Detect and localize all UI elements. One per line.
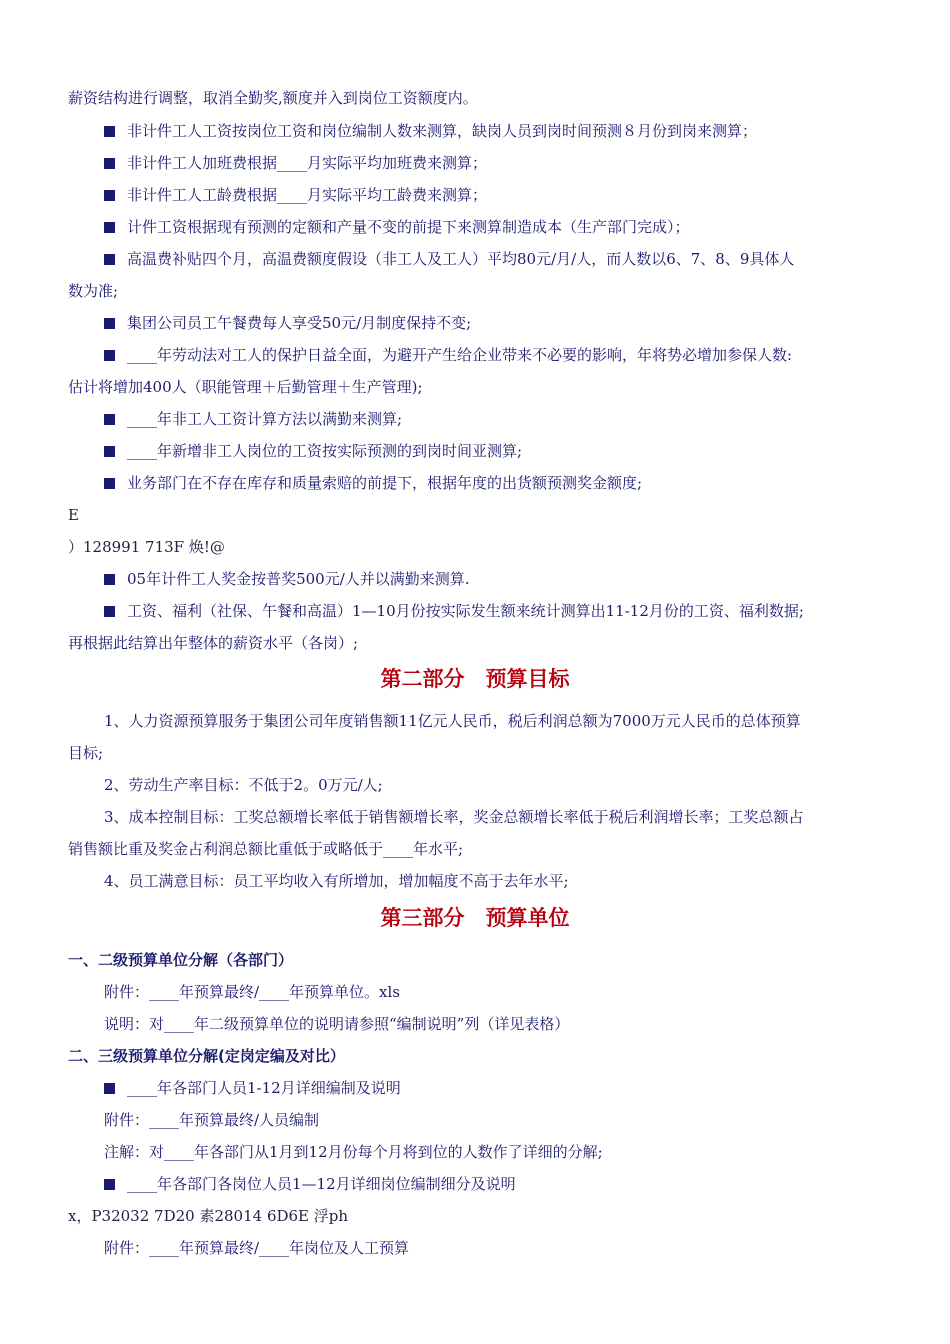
bullet-item: ____年各部门人员1-12月详细编制及说明: [104, 1072, 894, 1104]
bullet-item: ____年劳动法对工人的保护日益全面，为避开产生给企业带来不必要的影响，年将势必增加参保人数:: [104, 339, 894, 371]
attachment-line: 附件：____年预算最终/____年岗位及人工预算: [104, 1239, 410, 1257]
bullet-item: 高温费补贴四个月，高温费额度假设（非工人及工人）平均80元/月/人，而人数以6、7、8、9具体人: [104, 243, 894, 275]
garbled-text: x，P32032 7D20 素28014 6D6E 浮ph: [68, 1207, 349, 1225]
square-bullet-icon: [104, 350, 115, 361]
subsection-heading: 二、三级预算单位分解(定岗定编及对比）: [68, 1047, 345, 1065]
paragraph-line: 1、人力资源预算服务于集团公司年度销售额11亿元人民币，税后利润总额为7000万元人民币的总体预算: [104, 712, 801, 730]
section-heading: 第三部分 预算单位: [380, 906, 570, 930]
note-line: 说明：对____年二级预算单位的说明请参照“编制说明”列（详见表格）: [104, 1015, 570, 1033]
square-bullet-icon: [104, 1179, 115, 1190]
bullet-item: 计件工资根据现有预测的定额和产量不变的前提下来测算制造成本（生产部门完成）；: [104, 211, 894, 243]
paragraph-line: 数为准;: [68, 282, 119, 300]
paragraph-line: 4、员工满意目标：员工平均收入有所增加，增加幅度不高于去年水平;: [104, 872, 569, 890]
attachment-line: 附件：____年预算最终/____年预算单位。xls: [104, 983, 401, 1001]
paragraph-line: 3、成本控制目标：工奖总额增长率低于销售额增长率，奖金总额增长率低于税后利润增长率；工奖总额占: [104, 808, 804, 826]
square-bullet-icon: [104, 414, 115, 425]
paragraph-line: 估计将增加400人（职能管理＋后勤管理＋生产管理);: [68, 378, 423, 396]
square-bullet-icon: [104, 158, 115, 169]
square-bullet-icon: [104, 254, 115, 265]
garbled-text: ）128991 713F 焕!@: [68, 538, 225, 556]
square-bullet-icon: [104, 126, 115, 137]
attachment-line: 附件：____年预算最终/人员编制: [104, 1111, 320, 1129]
paragraph-line: 再根据此结算出年整体的薪资水平（各岗）;: [68, 634, 359, 652]
square-bullet-icon: [104, 318, 115, 329]
paragraph-line: 目标;: [68, 744, 104, 762]
square-bullet-icon: [104, 574, 115, 585]
paragraph-line: 薪资结构进行调整，取消全勤奖,额度并入到岗位工资额度内。: [68, 89, 478, 107]
bullet-item: 非计件工人工资按岗位工资和岗位编制人数来测算，缺岗人员到岗时间预测８月份到岗来测算；: [104, 115, 894, 147]
square-bullet-icon: [104, 222, 115, 233]
bullet-item: 集团公司员工午餐费每人享受50元/月制度保持不变;: [104, 307, 894, 339]
subsection-heading: 一、二级预算单位分解（各部门）: [68, 951, 294, 969]
square-bullet-icon: [104, 190, 115, 201]
square-bullet-icon: [104, 478, 115, 489]
bullet-item: 业务部门在不存在库存和质量索赔的前提下，根据年度的出货额预测奖金额度;: [104, 467, 894, 499]
section-heading: 第二部分 预算目标: [380, 667, 570, 691]
bullet-item: 非计件工人工龄费根据____月实际平均工龄费来测算；: [104, 179, 894, 211]
bullet-item: ____年非工人工资计算方法以满勤来测算;: [104, 403, 894, 435]
bullet-item: 非计件工人加班费根据____月实际平均加班费来测算；: [104, 147, 894, 179]
paragraph-line: 2、劳动生产率目标：不低于2。0万元/人;: [104, 776, 383, 794]
bullet-item: ____年各部门各岗位人员1—12月详细岗位编制细分及说明: [104, 1168, 894, 1200]
bullet-item: 工资、福利（社保、午餐和高温）1—10月份按实际发生额来统计测算出11-12月份的工资、福利数据;: [104, 595, 894, 627]
square-bullet-icon: [104, 1083, 115, 1094]
paragraph-line: 销售额比重及奖金占利润总额比重低于或略低于____年水平;: [68, 840, 464, 858]
garbled-text: E: [68, 506, 79, 524]
square-bullet-icon: [104, 606, 115, 617]
bullet-item: 05年计件工人奖金按普奖500元/人并以满勤来测算.: [104, 563, 894, 595]
square-bullet-icon: [104, 446, 115, 457]
bullet-item: ____年新增非工人岗位的工资按实际预测的到岗时间亚测算;: [104, 435, 894, 467]
note-line: 注解：对____年各部门从1月到12月份每个月将到位的人数作了详细的分解;: [104, 1143, 603, 1161]
